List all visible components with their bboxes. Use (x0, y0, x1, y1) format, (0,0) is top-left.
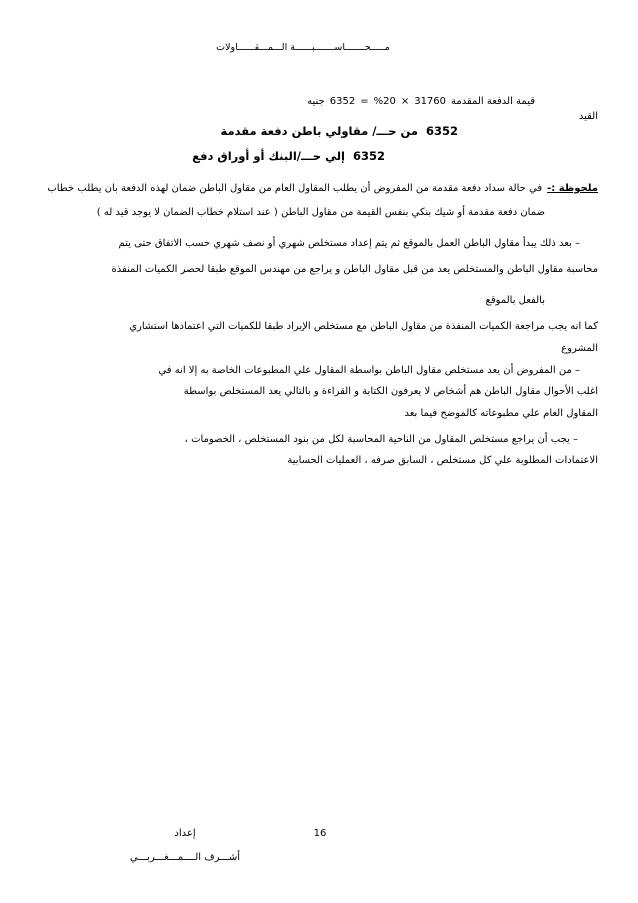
calc-currency: جنيه (307, 96, 325, 107)
calc-base-amount: 31760 (414, 96, 447, 107)
paragraph-2-line-1: كما انه يجب مراجعة الكميات المنفذة من مقاول الباطن مع مستخلص الإيراد طبقا للكميات التي اعتمادها استشاري (129, 321, 598, 332)
journal-entry-heading: القيد (578, 111, 598, 122)
paragraph-4-line-1: – يجب أن يراجع مستخلص المقاول من الناحية المحاسبة لكل من بنود المستخلص ، الخصومات ، (184, 434, 578, 445)
note-line-1 (47, 182, 598, 196)
paragraph-3-line-1: – من المفروض أن يعد مستخلص مقاول الباطن بواسطة المقاول علي المطبوعات الخاصة به إلا انه في (158, 365, 580, 376)
debit-amount: 6352 (425, 124, 458, 138)
paragraph-3-line-2: اغلب الأحوال مقاول الباطن هم أشخاص لا يعرفون الكتابة و القراءة و بالتالي يعد المستخلص بواسطة (183, 386, 598, 397)
page-header-title: مـــــحـــــــاســـــــبــــــة الـــمـــقــــــاولات (216, 42, 390, 53)
paragraph-1-line-3: بالفعل بالموقع (485, 295, 545, 306)
debit-account: من حـــ/ مقاولي باطن دفعة مقدمة (220, 124, 418, 138)
journal-entry-debit (221, 124, 458, 138)
advance-payment-calculation (307, 95, 535, 109)
calc-multiply-sign: × (400, 96, 410, 107)
paragraph-3-line-3: المقاول العام علي مطبوعاته كالموضح فيما بعد (404, 408, 598, 419)
calc-label: قيمة الدفعة المقدمة (451, 96, 535, 107)
paragraph-2-line-2: المشروع (561, 343, 598, 354)
paragraph-4-line-2: الاعتمادات المطلوبة علي كل مستخلص ، السابق صرفه ، العمليات الحسابية (287, 455, 598, 466)
paragraph-1-line-2: محاسبة مقاول الباطن والمستخلص يعد من قبل مقاول الباطن و يراجع من مهندس الموقع طبقا لحصر الكميات المنفذة (111, 264, 598, 275)
note-label: ملحوظة :- (547, 183, 598, 194)
calc-rate: %20 (373, 96, 396, 107)
calc-equals-sign: = (360, 96, 369, 107)
credit-account: إلي حـــ/البنك أو أوراق دفع (192, 149, 345, 163)
note-line-1-text: في حالة سداد دفعة مقدمة من المفروض أن يطلب المقاول العام من مقاول الباطن ضمان لهذه الدفعة بان يطلب خطاب (47, 183, 543, 194)
paragraph-1-line-1: – بعد ذلك يبدأ مقاول الباطن العمل بالموقع ثم يتم إعداد مستخلص شهري أو نصف شهري حسب الاتفاق حتى يتم (118, 238, 580, 249)
prepared-by-label: إعداد (174, 828, 196, 839)
author-name: أشـــرف الــــمـــغـــربـــي (129, 852, 241, 863)
calc-result: 6352 (329, 96, 356, 107)
note-line-2: ضمان دفعة مقدمة أو شيك بنكي بنفس القيمة من مقاول الباطن ( عند استلام خطاب الضمان لا يوجد قيد له ) (96, 207, 545, 218)
credit-amount: 6352 (352, 149, 385, 163)
page-number: 16 (313, 828, 327, 839)
journal-entry-credit (192, 149, 385, 163)
